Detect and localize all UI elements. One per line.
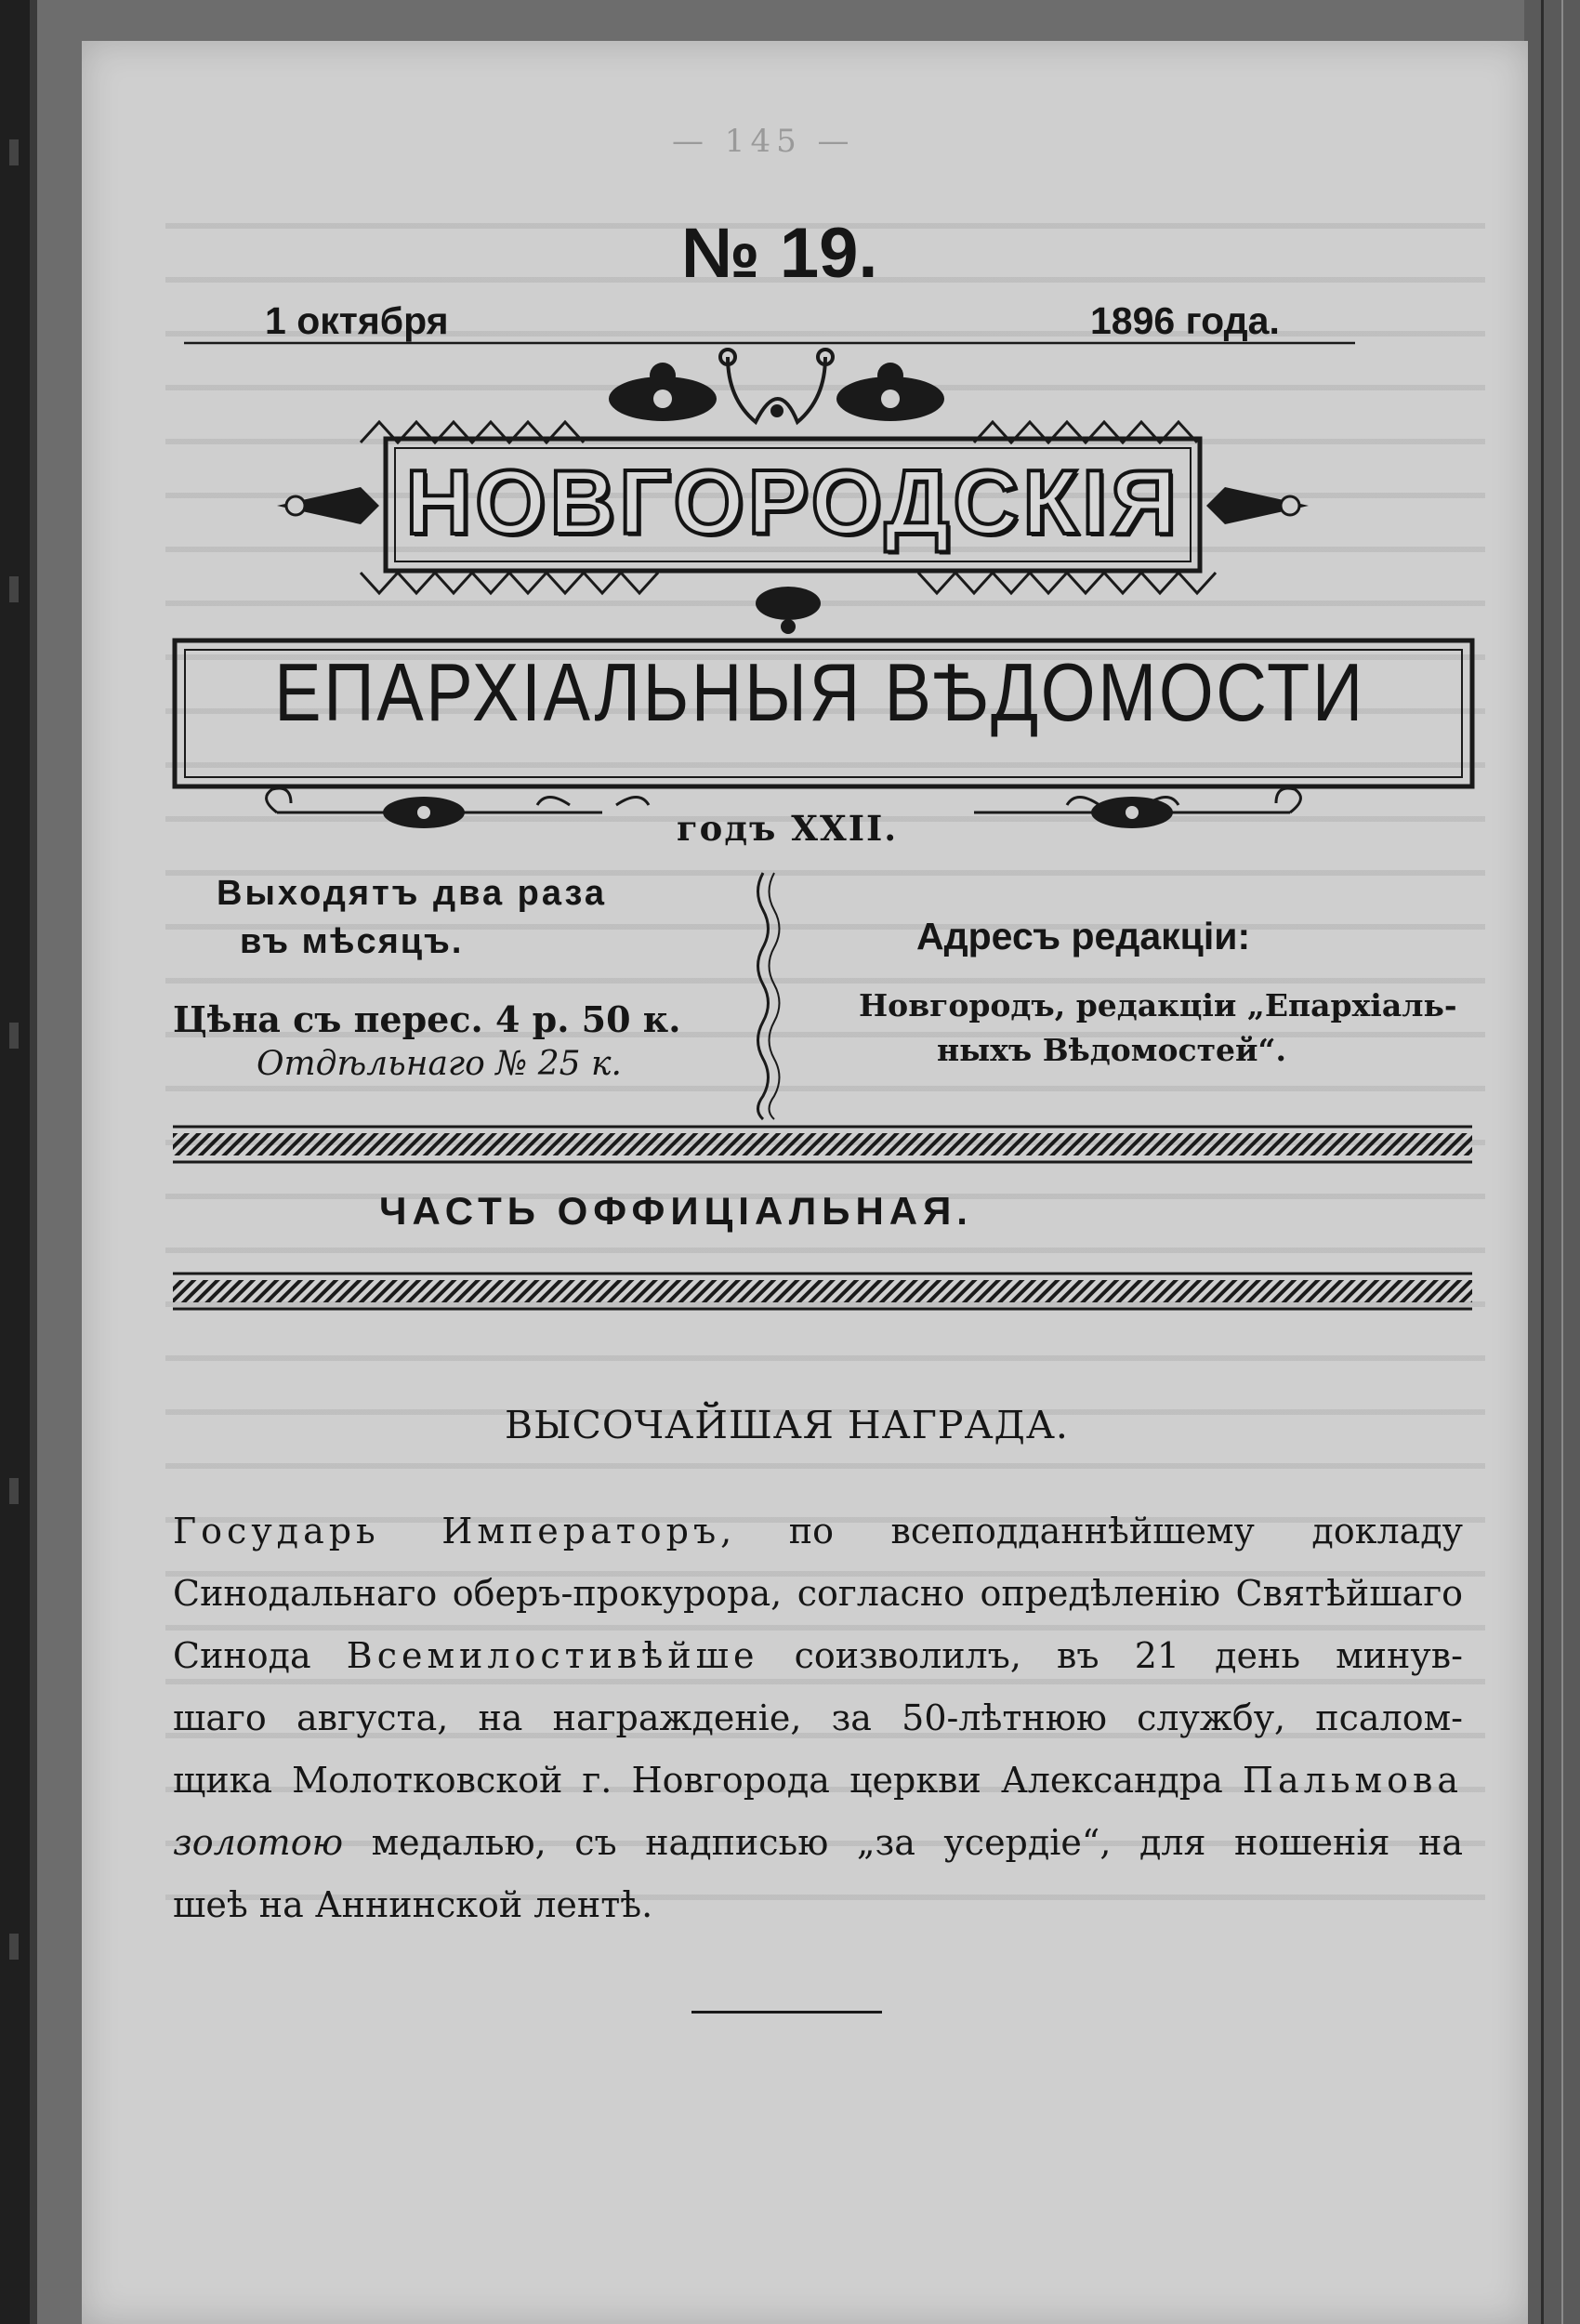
end-rule bbox=[691, 2011, 882, 2014]
address-title: Адресъ редакціи: bbox=[916, 915, 1251, 957]
newspaper-title: НОВГОРОДСКІЯ bbox=[405, 451, 1180, 553]
zigzag-line bbox=[918, 573, 1216, 593]
article-line: щика Молотковской г. Новгорода церкви Александра Пальмова bbox=[173, 1760, 1463, 1801]
top-flourish-ornament bbox=[720, 350, 833, 422]
binding-mark bbox=[9, 1478, 19, 1504]
zigzag-line bbox=[361, 573, 658, 593]
hatched-rule bbox=[173, 1274, 1472, 1309]
address-text: ныхъ Вѣдомостей“. bbox=[937, 1032, 1286, 1068]
frequency-text: Выходятъ два раза bbox=[217, 874, 607, 913]
column-divider bbox=[758, 873, 769, 1119]
issue-date: 1 октября bbox=[265, 299, 449, 342]
book-binding bbox=[0, 0, 37, 2324]
single-issue-price: Отдѣльнаго № 25 к. bbox=[257, 1045, 622, 1083]
page-number: — 145 — bbox=[672, 123, 855, 160]
issue-number: № 19. bbox=[681, 214, 878, 293]
center-ornament bbox=[756, 587, 821, 634]
binding-mark bbox=[9, 1023, 19, 1049]
newspaper-subtitle: ЕПАРХІАЛЬНЫЯ ВѢДОМОСТИ bbox=[274, 646, 1365, 738]
article-line: Синодальнаго оберъ-прокурора, согласно опредѣленію Святѣйшаго bbox=[173, 1573, 1463, 1614]
binding-mark bbox=[9, 139, 19, 165]
article-line: Государь Императоръ, по всеподданнѣйшему докладу bbox=[173, 1511, 1464, 1552]
article-heading: ВЫСОЧАЙШАЯ НАГРАДА. bbox=[505, 1403, 1069, 1447]
binding-mark bbox=[9, 1934, 19, 1960]
article-line: шаго августа, на награжденіе, за 50-лѣтнюю службу, псалом- bbox=[173, 1697, 1463, 1738]
hatched-rule bbox=[173, 1127, 1472, 1162]
scanned-page bbox=[82, 41, 1528, 2324]
issue-year: 1896 года. bbox=[1090, 299, 1280, 342]
article-body bbox=[173, 1500, 1463, 1936]
section-title: ЧАСТЬ ОФФИЦІАЛЬНАЯ. bbox=[379, 1189, 973, 1233]
binding-mark bbox=[9, 576, 19, 602]
publication-year: годъ XXII. bbox=[677, 808, 899, 849]
article-line: золотою медалью, съ надписью „за усердіе“, для ношенія на bbox=[173, 1822, 1463, 1863]
frequency-text: въ мѣсяцъ. bbox=[240, 922, 464, 961]
book-edge bbox=[1524, 0, 1580, 2324]
address-text: Новгородъ, редакціи „Епархіаль- bbox=[859, 987, 1457, 1023]
price-text: Цѣна съ перес. 4 р. 50 к. bbox=[173, 998, 681, 1040]
article-line: шеѣ на Аннинской лентѣ. bbox=[173, 1884, 653, 1925]
article-line: Синода Всемилостивѣйше соизволилъ, въ 21 день минув- bbox=[173, 1635, 1463, 1676]
